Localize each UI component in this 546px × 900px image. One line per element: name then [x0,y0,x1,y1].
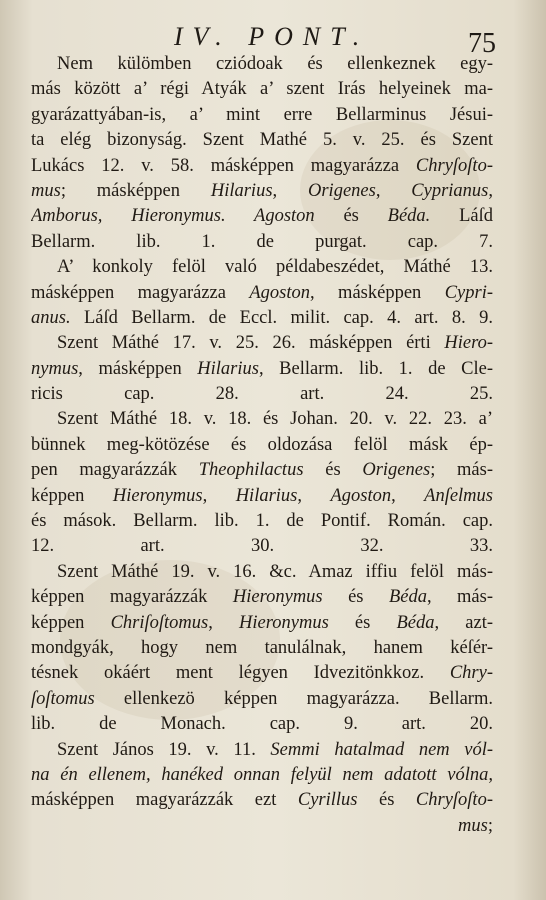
text-line [31,534,493,559]
text-line [31,52,493,77]
text-run: ellenkezö képpen magyarázza. Bellarm. [94,688,493,709]
text-run: lib. de Monach. cap. 9. art. 20. [31,714,493,735]
text-run: és [322,587,389,608]
text-run: , [297,485,331,506]
text-run: , azt- [434,612,493,633]
italic-text: Hilarius [210,180,273,201]
text-run: , [375,180,412,201]
text-body [31,52,493,839]
text-line [31,306,493,331]
italic-text: Hiero- [444,333,493,354]
italic-text: Origenes [308,180,376,201]
text-run: Lukács 12. v. 58. másképpen magyarázza [31,155,416,176]
text-run: képpen magyarázzák [31,587,233,608]
italic-text: Semmi hatalmad nem vól- [270,739,493,760]
italic-text: Hieronymus [112,485,203,506]
italic-text: Béda [388,587,427,608]
text-line [31,484,493,509]
text-line [31,128,493,153]
italic-text: anus. [31,307,71,328]
text-run: , [488,180,493,201]
text-line [31,788,493,813]
text-run: és [314,206,388,227]
text-run: Bellarm. lib. 1. de purgat. cap. 7. [31,231,493,252]
text-run: , [208,612,240,633]
running-title: IV. PONT. [174,22,370,51]
text-run: és mások. Bellarm. lib. 1. de Pontif. Román. cap. [31,511,493,532]
text-run: , [202,485,236,506]
text-run: , [391,485,425,506]
text-run: képpen [31,485,113,506]
text-run: A’ konkoly felöl való példabeszédet, Máthé 13. [57,257,493,278]
text-line [31,560,493,585]
italic-text: Origenes [362,460,431,481]
text-run: ódoak [237,54,283,74]
text-line [31,103,493,128]
text-run: mondgyák, hogy nem tanulálnak, hanem kéſér- [31,637,493,658]
italic-text: Agoston [330,485,392,506]
text-run: bünnek meg-kötözése és oldozása felöl másk ép- [31,434,493,455]
italic-text: Hieronymus [239,612,329,633]
text-run: Szent János 19. v. 11. [57,739,271,760]
italic-text: Anſelmus [424,485,493,506]
text-run: 12. art. 30. 32. 33. [31,536,493,557]
italic-text: Béda. [387,206,431,227]
text-run: képpen [31,612,111,633]
italic-text: Cyrillus [297,790,358,811]
italic-text: Béda [396,612,435,633]
text-run: , másképpen [310,282,445,303]
text-run: Láſd [430,206,493,227]
text-line [31,585,493,610]
text-run: Szent Máthé 17. v. 25. 26. másképpen érti [57,333,445,354]
italic-text: Theophilactus [198,460,304,481]
text-line [31,382,493,407]
text-line [31,154,493,179]
text-run: ricis cap. 28. art. 24. 25. [31,384,493,405]
italic-text: Chryſoſto- [415,790,493,811]
text-run: , Bellarm. lib. 1. de Cle- [258,358,493,379]
italic-text: ſoſtomus [31,688,95,709]
page-header [0,18,546,59]
text-run: Láſd Bellarm. de Eccl. milit. cap. 4. art. 8. 9. [70,307,493,328]
text-line [31,509,493,534]
text-line [31,636,493,661]
text-run: más között a’ régi Atyák a’ szent Irás helyeinek ma- [31,79,493,100]
text-run: ta elég bizonyság. Szent Mathé 5. v. 25. és Szent [31,130,493,151]
text-run: és [357,790,416,811]
italic-text: Hieronymus [232,587,323,608]
italic-text: Cypri- [444,282,493,303]
italic-text: na én ellenem, hanéked onnan felyül nem adatott vólna, [31,764,493,785]
text-line [31,712,493,737]
text-run: másképpen magyarázza [31,282,250,303]
italic-text: Chriſoſtomus [110,612,209,633]
italic-text: Cyprianus [411,180,489,201]
text-run: Szent Máthé 19. v. 16. &c. Amaz iffiu felöl más- [57,561,493,582]
text-line [31,407,493,432]
text-line [31,433,493,458]
text-run: másképpen magyarázzák ezt [31,790,298,811]
text-run: pen magyarázzák [31,460,199,481]
text-line [31,281,493,306]
text-line [31,687,493,712]
text-run: , más- [426,587,493,608]
text-run: ; [487,815,493,836]
text-run: és [303,460,363,481]
text-line [31,458,493,483]
text-run: ; másképpen [60,180,211,201]
text-run: , másképpen [78,358,198,379]
text-run: , [272,180,308,201]
text-line [31,230,493,255]
text-run: tésnek okáért ment légyen Idvezitönkkoz. [31,663,450,684]
text-run: és [328,612,397,633]
italic-text: mus [31,180,61,201]
text-line [31,179,493,204]
text-line [31,814,493,839]
italic-text: Agoston [249,282,311,303]
page-number: 75 [468,28,496,59]
text-line [31,661,493,686]
text-run: és ellenkeznek egy- [282,54,493,74]
text-run: gyarázattyában-is, a’ mint erre Bellarminus Jésui- [31,104,493,125]
text-line [31,255,493,280]
text-line [31,357,493,382]
text-run: Szent Máthé 18. v. 18. és Johan. 20. v. 22. 23. a’ [57,409,493,430]
text-line [31,611,493,636]
text-run: ; más- [430,460,493,481]
text-line [31,204,493,229]
text-line [31,763,493,788]
italic-text: Amborus, Hieronymus. Agoston [31,206,315,227]
italic-text: Hilarius [235,485,298,506]
text-line [31,77,493,102]
italic-text: Hilarius [197,358,259,379]
text-run: Nem külömben czi [57,54,238,74]
text-line [31,331,493,356]
italic-text: nymus [31,358,79,379]
italic-text: mus [458,815,488,836]
text-line [31,738,493,763]
italic-text: Chry- [449,663,493,684]
italic-text: Chryſoſto- [415,155,493,176]
